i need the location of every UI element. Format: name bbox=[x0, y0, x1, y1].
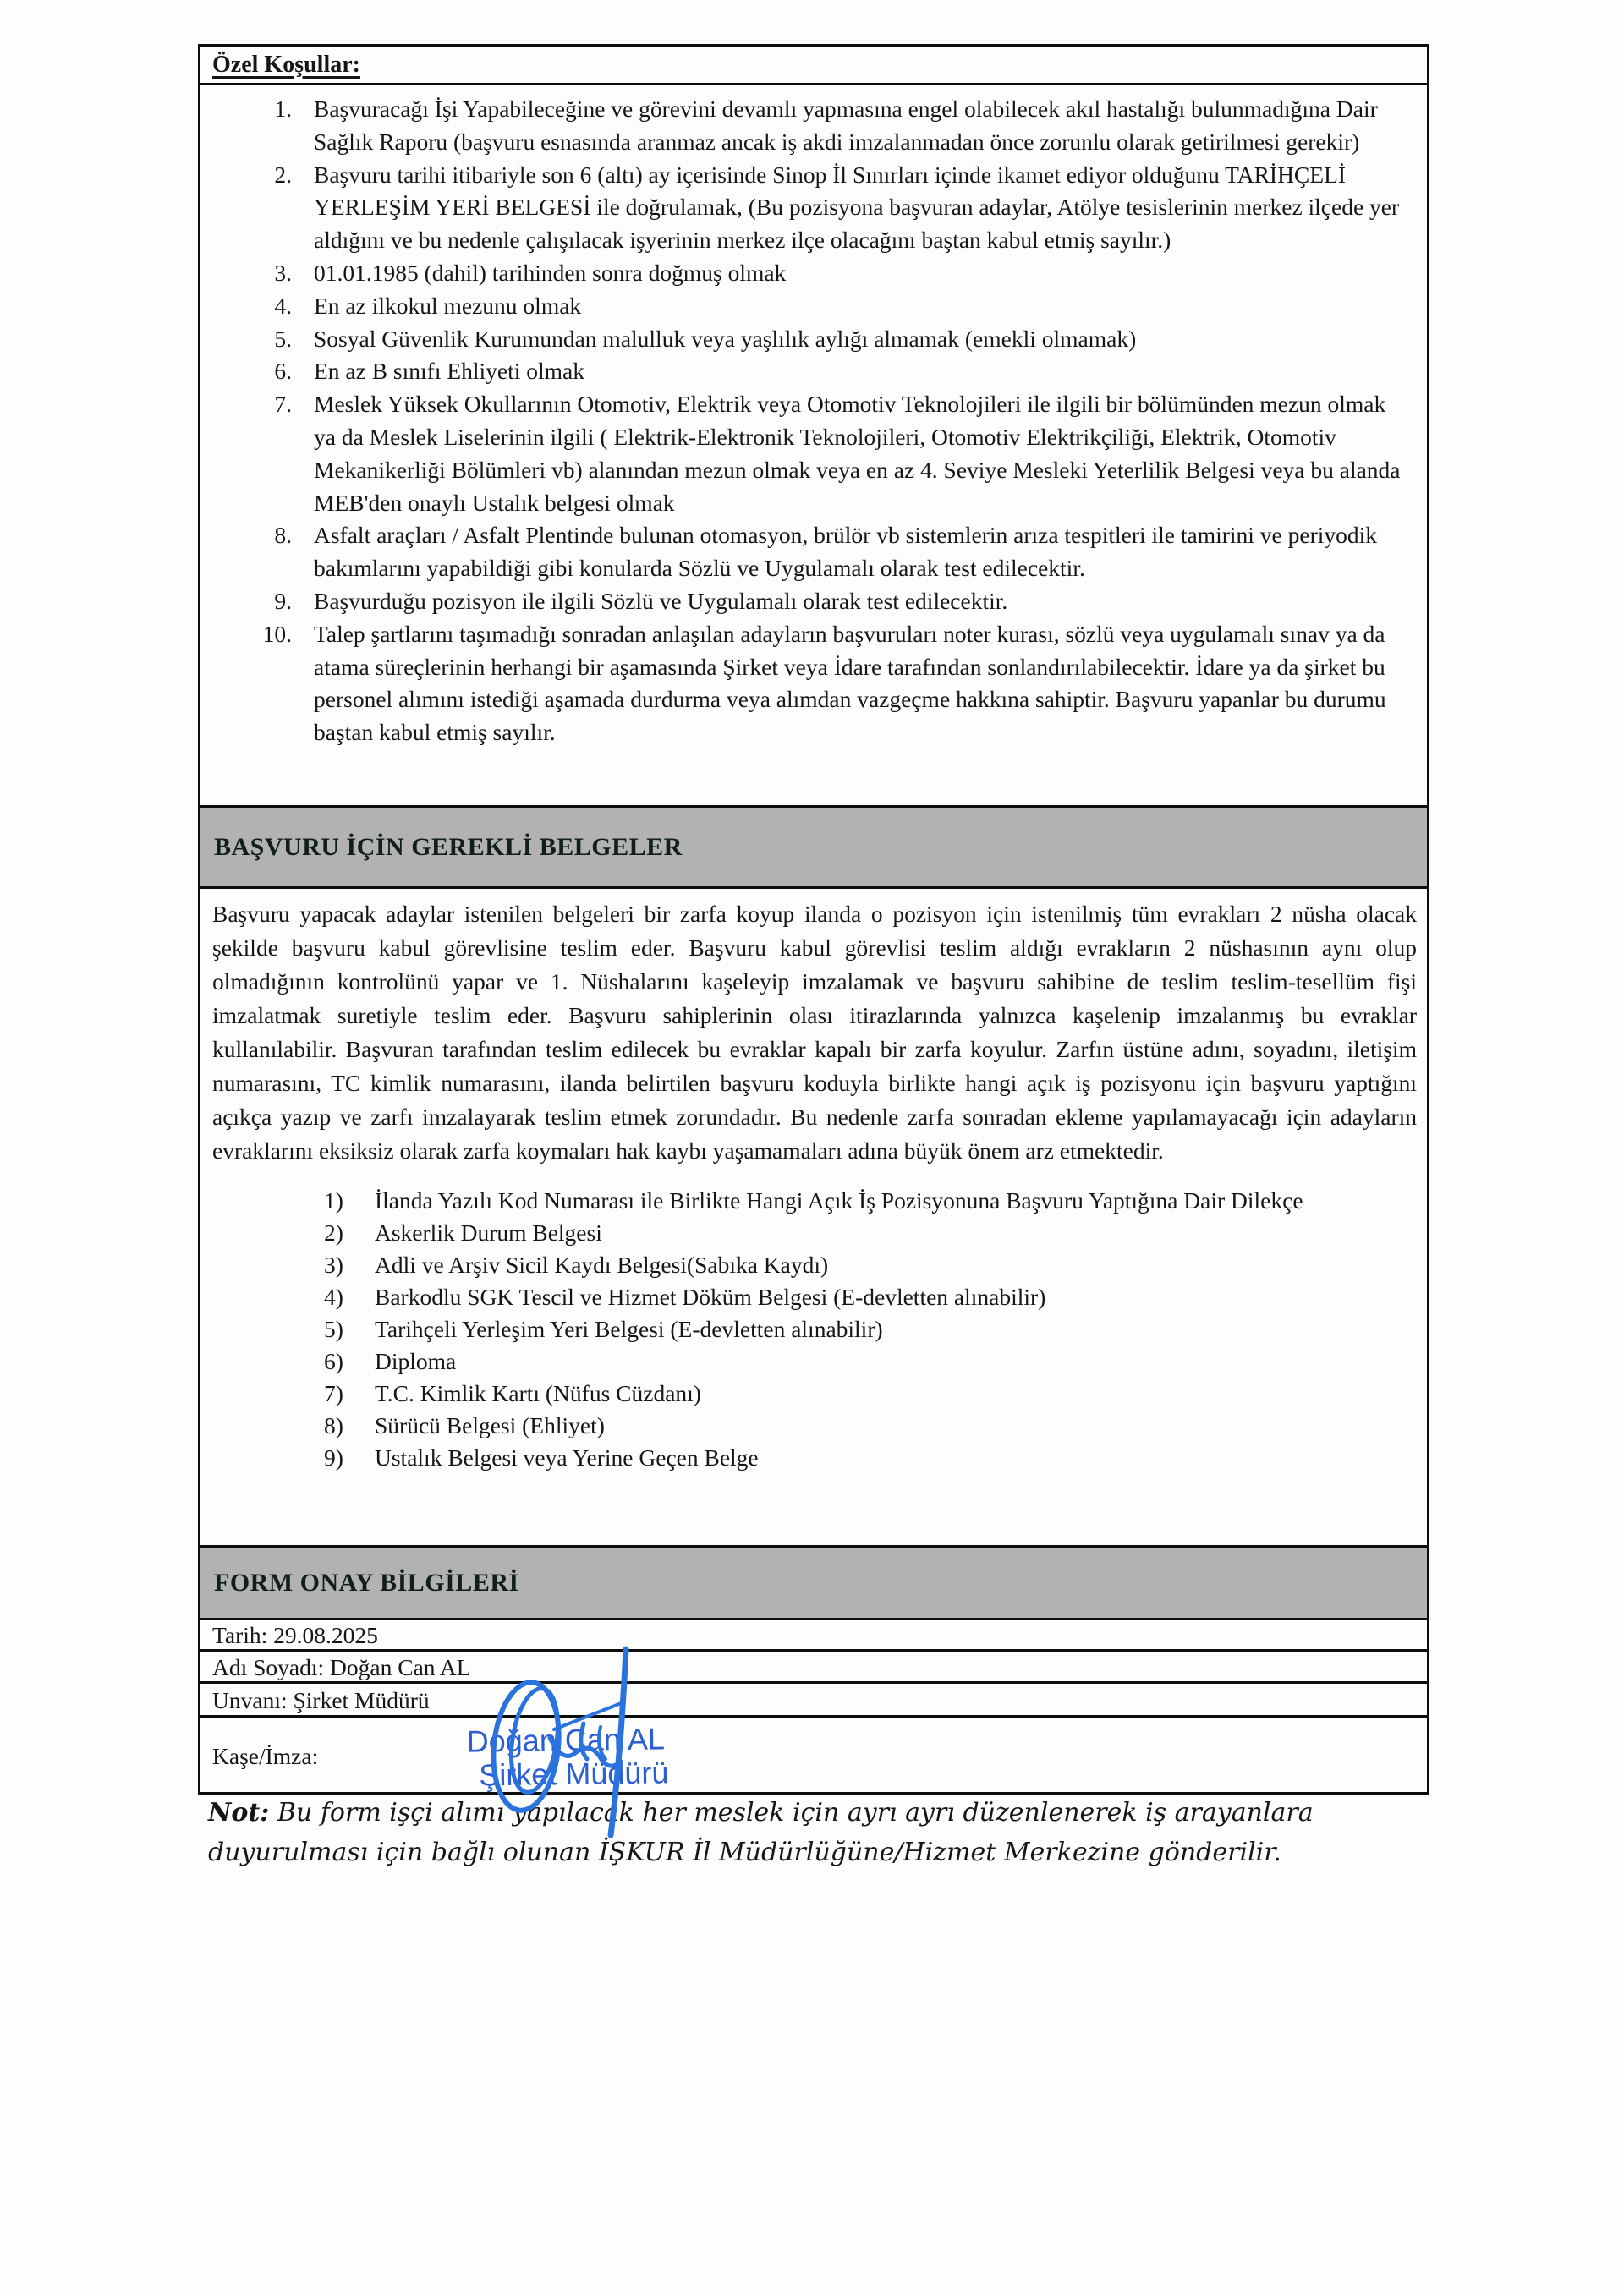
name-row bbox=[200, 1652, 1427, 1684]
stamp-title-line: Şirket Müdürü bbox=[478, 1755, 669, 1793]
document-item: Askerlik Durum Belgesi bbox=[375, 1219, 602, 1246]
special-conditions-list bbox=[200, 93, 1427, 749]
condition-item: Sosyal Güvenlik Kurumundan malulluk veya yaşlılık aylığı almamak (emekli olmamak) bbox=[314, 325, 1137, 352]
condition-item: Talep şartlarını taşımadığı sonradan anlaşılan adayların başvuruları noter kurası, sözlü veya uygulamalı sınav ya da atama süreçlerinin herhangi bir aşamasında Şirket veya İdare tarafından sonlandırılabilecektir. İdare ya da şirket bu personel alımını istediği aşamada durdurma veya alımdan vazgeçme hakkına sahiptir. Başvuru yapanlar bu durumu baştan kabul etmiş sayılır. bbox=[314, 620, 1386, 746]
date-value: 29.08.2025 bbox=[273, 1622, 378, 1648]
condition-item: En az ilkokul mezunu olmak bbox=[314, 292, 582, 319]
document-item: T.C. Kimlik Kartı (Nüfus Cüzdanı) bbox=[375, 1380, 701, 1406]
special-conditions-header bbox=[200, 47, 1427, 85]
title-value: Şirket Müdürü bbox=[293, 1687, 430, 1713]
title-label: Unvanı: bbox=[212, 1687, 288, 1713]
condition-item: Başvuracağı İşi Yapabileceğine ve görevini devamlı yapmasına engel olabilecek akıl hastalığı bulunmadığına Dair Sağlık Raporu (başvuru esnasında aranmaz ancak iş akdi imzalanmadan önce zorunlu olarak getirilmesi gerekir) bbox=[314, 96, 1378, 155]
special-conditions-body bbox=[200, 85, 1427, 808]
condition-item: 01.01.1985 (dahil) tarihinden sonra doğmuş olmak bbox=[314, 259, 787, 286]
name-label: Adı Soyadı: bbox=[212, 1654, 325, 1680]
footer-note-label: Not: bbox=[208, 1798, 270, 1827]
condition-item: Başvuru tarihi itibariyle son 6 (altı) ay içerisinde Sinop İl Sınırları içinde ikamet ediyor olduğunu TARİHÇELİ YERLEŞİM YERİ BELGESİ ile doğrulamak, (Bu pozisyona başvuran adaylar, Atölye tesislerinin merkez ilçede yer aldığını ve bu nedenle çalışılacak işyerinin merkez ilçe olacağını baştan kabul etmiş sayılır.) bbox=[314, 161, 1400, 254]
document-item: Sürücü Belgesi (Ehliyet) bbox=[375, 1412, 605, 1438]
required-documents-body bbox=[200, 889, 1427, 1548]
application-instructions-paragraph: Başvuru yapacak adaylar istenilen belgeleri bir zarfa koyup ilanda o pozisyon için istenilmiş tüm evrakları 2 nüsha olacak şekilde başvuru kabul görevlisine teslim eder. Başvuru kabul görevlisi teslim aldığı evrakların 2 nüshasının aynı olup olmadığının kontrolünü yapar ve 1. Nüshalarını kaşeleyip imzalamak ve başvuru sahibine de teslim teslim-tesellüm fişi imzalatmak suretiyle teslim eder. Başvuru sahiplerinin olası itirazlarında yalnızca kaşelenip imzalanmış bu evraklar kullanılabilir. Başvuran tarafından teslim edilecek bu evraklar kapalı bir zarfa koyulur. Zarfın üstüne adını, soyadını, iletişim numarasını, TC kimlik numarasını, ilanda belirtilen başvuru koduyla birlikte hangi açık iş pozisyonu için başvuru yaptığını açıkça yazıp ve zarfı imzalayarak teslim etmek zorundadır. Bu nedenle zarfa sonradan ekleme yapılamayacağı için adayların evraklarını eksiksiz olarak zarfa koymaları hak kaybı yaşamamaları adına büyük önem arz etmektedir. bbox=[212, 901, 1417, 1164]
title-row bbox=[200, 1684, 1427, 1718]
document-item: İlanda Yazılı Kod Numarası ile Birlikte Hangi Açık İş Pozisyonuna Başvuru Yaptığına Dair Dilekçe bbox=[375, 1187, 1303, 1214]
form-approval-band bbox=[200, 1548, 1427, 1620]
footer-note-text: Bu form işçi alımı yapılacak her meslek için ayrı ayrı düzenlenerek iş arayanlara duyurulması için bağlı olunan İŞKUR İl Müdürlüğüne/Hizmet Merkezine gönderilir. bbox=[208, 1798, 1314, 1867]
document-item: Diploma bbox=[375, 1348, 457, 1374]
stamp-signature-row bbox=[200, 1718, 1427, 1792]
stamp-name-line: Doğan Can AL bbox=[466, 1721, 666, 1759]
condition-item: Meslek Yüksek Okullarının Otomotiv, Elektrik veya Otomotiv Teknolojileri ile ilgili bir bölümünden mezun olmak ya da Meslek Liselerinin ilgili ( Elektrik-Elektronik Teknolojileri, Otomotiv Elektrikçiliği, Elektrik, Otomotiv Mekanikerliği Bölümleri vb) alanından mezun olmak veya en az 4. Seviye Mesleki Yeterlilik Belgesi veya bu alanda MEB'den onaylı Ustalık belgesi olmak bbox=[314, 391, 1401, 516]
document-item: Adli ve Arşiv Sicil Kaydı Belgesi(Sabıka Kaydı) bbox=[375, 1252, 829, 1278]
document-item: Ustalık Belgesi veya Yerine Geçen Belge bbox=[375, 1444, 759, 1471]
form-approval-title: FORM ONAY BİLGİLERİ bbox=[214, 1568, 519, 1597]
stamp-signature-label: Kaşe/İmza: bbox=[212, 1743, 319, 1769]
date-label: Tarih: bbox=[212, 1622, 268, 1648]
required-documents-list bbox=[200, 1185, 1427, 1474]
special-conditions-title: Özel Koşullar: bbox=[212, 52, 360, 78]
required-documents-band bbox=[200, 808, 1427, 889]
condition-item: En az B sınıfı Ehliyeti olmak bbox=[314, 358, 585, 385]
document-item: Barkodlu SGK Tescil ve Hizmet Döküm Belgesi (E-devletten alınabilir) bbox=[375, 1284, 1046, 1310]
document-item: Tarihçeli Yerleşim Yeri Belgesi (E-devletten alınabilir) bbox=[375, 1316, 883, 1342]
application-form-table bbox=[198, 44, 1429, 1795]
required-documents-title: BAŞVURU İÇİN GEREKLİ BELGELER bbox=[214, 832, 683, 861]
condition-item: Asfalt araçları / Asfalt Plentinde bulunan otomasyon, brülör vb sistemlerin arıza tespitleri ile tamirini ve periyodik bakımlarını yapabildiği gibi konularda Sözlü ve Uygulamalı olarak test edilecektir. bbox=[314, 522, 1378, 582]
date-row bbox=[200, 1620, 1427, 1652]
name-value: Doğan Can AL bbox=[330, 1654, 471, 1680]
footer-note bbox=[208, 1793, 1436, 1872]
condition-item: Başvurduğu pozisyon ile ilgili Sözlü ve Uygulamalı olarak test edilecektir. bbox=[314, 587, 1008, 614]
blue-ink-stamp bbox=[466, 1722, 668, 1792]
